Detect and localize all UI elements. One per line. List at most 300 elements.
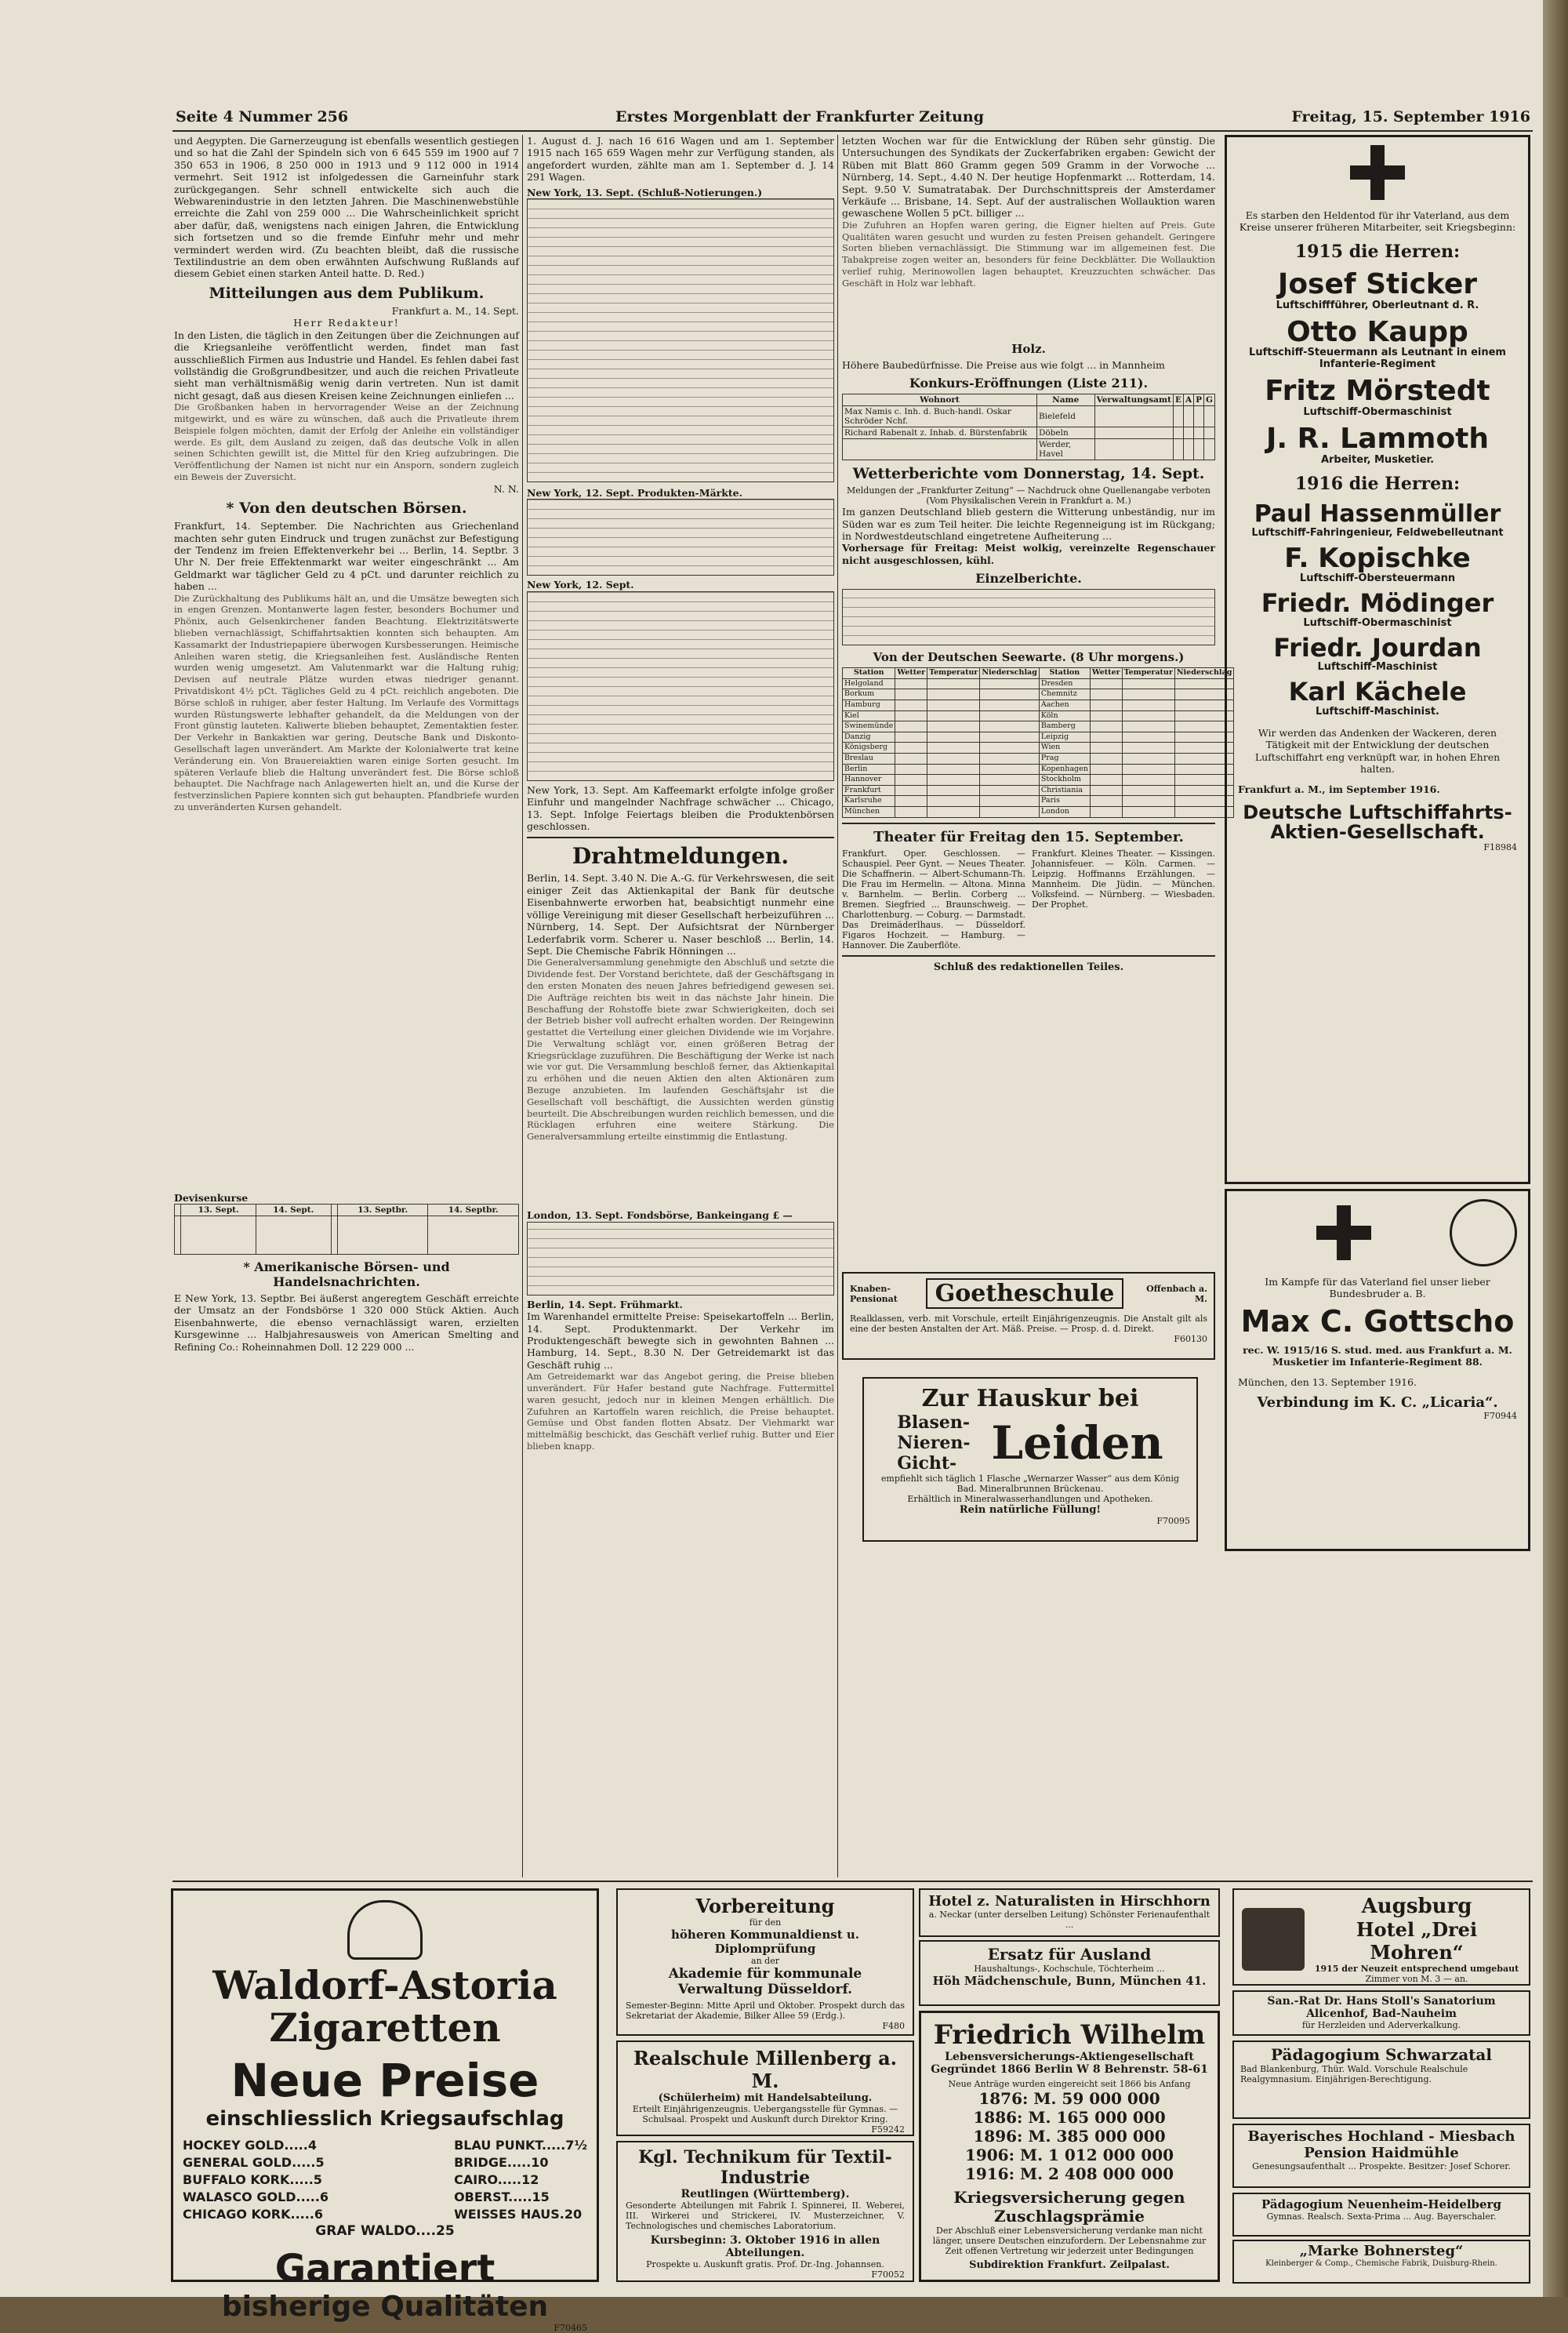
station-name: Borkum — [843, 689, 895, 700]
station-name: Prag — [1039, 754, 1090, 765]
fruehmarkt-report: Im Warenhandel ermittelte Preise: Speisekartoffeln ... Berlin, 14. Sept. Produktenmarkt. Der Verkehr im Produktengeschäft bewegte sich in gewohnten Bahnen ... Hamburg, 14. Sept., 8.30 N. Der Getreidemarkt ist das Geschäft ruhig ... — [527, 1310, 834, 1371]
london-title: London, 13. Sept. Fondsbörse, Bankeingang £ — — [527, 1209, 793, 1222]
wagon-report: 1. August d. J. nach 16 616 Wagen und am 1. September 1915 nach 165 659 Wagen mehr zur Verfügung standen, als angefordert wurden, zählte man am 1. September d. J. 14 291 Wagen. — [527, 135, 834, 184]
station-name: Berlin — [843, 764, 895, 775]
konkurs-name: Max Namis c. Inh. d. Buch-handl. Oskar Schröder Nchf. — [843, 406, 1037, 427]
station-value — [927, 700, 980, 711]
station-value — [980, 710, 1039, 721]
fallen-name: Otto Kaupp — [1287, 315, 1468, 348]
memorial-closing: Wir werden das Andenken der Wackeren, deren Tätigkeit mit der Entwicklung der deutschen Luftschiffahrt eng verknüpft war, in hohen Ehren halten. — [1254, 726, 1501, 776]
station-value — [1090, 754, 1122, 765]
iron-cross-icon — [1350, 145, 1405, 200]
markets-continued: Die Zufuhren an Hopfen waren gering, die Eigner hielten auf Preis. Gute Qualitäten waren gesucht und wurden zu festen Preisen gehandelt. Geringere Sorten blieben vernachlässigt. Die Stimmung war im allgemeinen fest. Die Tabakpreise zogen weiter an, besonders für feine Deckblätter. Die Wollauktion verlief ruhig, Merinowollen lagen behauptet, Kreuzzuchten schwächer. Das Geschäft in Holz war lebhaft. — [842, 219, 1215, 289]
devisen-date-4: 14. Septbr. — [428, 1204, 519, 1216]
technikum-code: F70052 — [871, 2269, 905, 2280]
ersatz-title: Ersatz für Ausland — [987, 1945, 1152, 1964]
table-row — [843, 764, 1234, 775]
station-value — [980, 807, 1039, 818]
waldorf-foot1: Garantiert — [274, 2247, 495, 2291]
waldorf-crest-icon — [347, 1900, 423, 1960]
table-row — [843, 796, 1234, 807]
konkurs-h1: Name — [1036, 394, 1094, 406]
section-title-public: Mitteilungen aus dem Publikum. — [209, 284, 485, 302]
devisen-date-2: 14. Sept. — [256, 1204, 331, 1216]
price-item: WALASCO GOLD.....6 — [183, 2189, 329, 2204]
price-item: OBERST.....15 — [454, 2189, 550, 2204]
station-name: Kopenhagen — [1039, 764, 1090, 775]
station-name: Hannover — [843, 775, 895, 786]
station-value — [1090, 807, 1122, 818]
hauskur-text: empfiehlt sich täglich 1 Flasche „Wernarzer Wasser“ aus dem König Bad. Mineralbrunnen Brückenau. — [880, 1474, 1180, 1494]
station-value — [1090, 721, 1122, 732]
schwarzatal-title: Pädagogium Schwarzatal — [1271, 2045, 1492, 2064]
section-title-american: * Amerikanische Börsen- und Handelsnachrichten. — [243, 1259, 450, 1289]
station-value — [1090, 775, 1122, 786]
konkurs-title: Konkurs-Eröffnungen (Liste 211). — [909, 376, 1149, 391]
konkurs-ort: Döbeln — [1036, 427, 1094, 439]
table-row — [843, 785, 1234, 796]
column-divider-2 — [837, 135, 838, 1877]
station-value — [980, 700, 1039, 711]
memorial-notice — [1225, 135, 1530, 1184]
fallen-name: Friedr. Mödinger — [1261, 588, 1494, 619]
theater-listing — [842, 849, 1215, 950]
schluss-rule — [842, 955, 1215, 957]
millenberg-code: F59242 — [871, 2124, 905, 2135]
naturalisten-title: Hotel z. Naturalisten in Hirschhorn — [928, 1893, 1210, 1910]
fw-text: Der Abschluß einer Lebensversicherung verdanke man nicht länger, unsere Deutschen einzufordern. Der Lebensnahme zur Zeit offenen Vertretung wir jederzeit unter Bedingungen — [932, 2226, 1207, 2256]
augsburg-city: Augsburg — [1361, 1895, 1472, 1918]
station-value — [927, 754, 980, 765]
goethe-right: Offenbach a. M. — [1146, 1283, 1207, 1304]
naturalisten-text: a. Neckar (unter derselben Leitung) Schönster Ferienaufenthalt ... — [928, 1910, 1210, 1930]
theater-title: Theater für Freitag den 15. September. — [873, 828, 1184, 845]
gottscho-details: rec. W. 1915/16 S. stud. med. aus Frankfurt a. M. Musketier im Infanterie-Regiment 88. — [1243, 1343, 1512, 1368]
fallen-role: Luftschiffführer, Oberleutnant d. R. — [1276, 299, 1479, 311]
seewarte-col-temp: Temperatur — [927, 668, 980, 679]
column-1 — [174, 135, 519, 1877]
station-value — [980, 785, 1039, 796]
station-value — [895, 721, 927, 732]
american-report: E New York, 13. Septbr. Bei äußerst angeregtem Geschäft erreichte der Umsatz an der Fondsbörse 1 320 000 Stück Aktien. Auch Eisenbahnwerte, die ebenso vernachlässigt waren, erzielten Kursgewinne ... Halbjahresausweis von American Smelting and Refining Co.: Roheinnahmen Doll. 12 229 000 ... — [174, 1292, 519, 1353]
fallen-name: J. R. Lammoth — [1265, 423, 1490, 456]
station-name: Dresden — [1039, 678, 1090, 689]
draht-report: Berlin, 14. Sept. 3.40 N. Die A.-G. für Verkehrswesen, die seit einiger Zeit das Aktienkapital der Bank für deutsche Eisenbahnwerte erworben hat, beabsichtigt nunmehr eine völlige Vereinigung mit dieser Gesellschaft herbeizuführen ... Nürnberg, 14. Sept. Der Aufsichtsrat der Nürnberger Lederfabrik vorm. Scherer u. Naser beschloß ... Berlin, 14. Sept. Die Chemische Fabrik Hönningen ... — [527, 872, 834, 957]
station-value — [1122, 721, 1174, 732]
neuenheim-ad — [1232, 2193, 1530, 2237]
fallen-role: Arbeiter, Musketier. — [1320, 454, 1435, 466]
wetter-forecast: Vorhersage für Freitag: Meist wolkig, vereinzelte Regenschauer nicht ausgeschlossen, kühl. — [842, 542, 1215, 566]
station-name: Hamburg — [843, 700, 895, 711]
haidmuehle-title: Bayerisches Hochland - Miesbach — [1247, 2128, 1515, 2145]
column-3 — [842, 135, 1232, 1272]
fw-kriegs: Kriegsversicherung gegen Zuschlagsprämie — [953, 2188, 1185, 2226]
ersatz-sub: Höh Mädchenschule, Bunn, München 41. — [932, 1974, 1207, 1988]
station-value — [980, 754, 1039, 765]
seewarte-col-nieder-2: Niederschlag — [1174, 668, 1233, 679]
station-value — [927, 689, 980, 700]
fallen-role: Luftschiff-Obersteuermann — [1299, 572, 1456, 585]
insurance-row: 1876: M. 59 000 000 — [978, 2089, 1160, 2108]
station-value — [895, 678, 927, 689]
price-item: BUFFALO KORK.....5 — [183, 2172, 322, 2187]
wetter-report: Im ganzen Deutschland blieb gestern die Witterung unbeständig, nur im Süden war es zum Teil heiter. Die leichte Regenneigung ist im Rückgang; in Nordwestdeutschland eingetretene Aufheiterung ... — [842, 506, 1215, 543]
wetter-org: (Vom Physikalischen Verein in Frankfurt a. M.) — [926, 496, 1131, 507]
ersatz-text: Haushaltungs-, Kochschule, Töchterheim ... — [974, 1964, 1165, 1974]
waldorf-astoria-ad — [171, 1888, 599, 2333]
fw-ins-label: Neue Anträge wurden eingereicht seit 1866 bis Anfang — [948, 2079, 1191, 2089]
station-name: Aachen — [1039, 700, 1090, 711]
station-name: Christiania — [1039, 785, 1090, 796]
masthead: Erstes Morgenblatt der Frankfurter Zeitung — [615, 108, 985, 125]
devisen-label: Devisenkurse — [174, 1191, 249, 1204]
table-row — [843, 743, 1234, 754]
station-value — [1090, 689, 1122, 700]
station-name: Bamberg — [1039, 721, 1090, 732]
theater-right: Frankfurt. Kleines Theater. — Kissingen. Johannisfeuer. — Köln. Carmen. — Leipzig. Hoffmanns Erzählungen. — Mannheim. Die Jüdin. — München. Volksfeind. — Nürnberg. — Wiesbaden. Der Prophet. — [1032, 848, 1215, 910]
produkten-title: New York, 12. Sept. Produkten-Märkte. — [527, 487, 742, 500]
station-value — [1090, 700, 1122, 711]
vorbereitung-code: F480 — [882, 2021, 905, 2031]
memorial-year-1916: 1916 die Herren: — [1294, 474, 1461, 494]
station-value — [927, 732, 980, 743]
station-value — [1122, 764, 1174, 775]
augsburg-price: Zimmer von M. 3 — an. — [1365, 1974, 1468, 1984]
gottscho-place: München, den 13. September 1916. — [1238, 1375, 1417, 1388]
insurance-row: 1886: M. 165 000 000 — [973, 2108, 1166, 2127]
editorial-end: Schluß des redaktionellen Teiles. — [933, 961, 1124, 973]
station-value — [895, 700, 927, 711]
binding-edge — [1543, 0, 1568, 2297]
station-name: Köln — [1039, 710, 1090, 721]
memorial-notice-gottscho — [1225, 1189, 1530, 1551]
coffee-report: New York, 13. Sept. Am Kaffeemarkt erfolgte infolge großer Einfuhr und mangelnder Nachfrage schwächer ... Chicago, 13. Sept. Infolge Feiertags bleiben die Produktenbörsen geschlossen. — [527, 783, 834, 833]
table-row — [843, 700, 1234, 711]
fallen-name: Paul Hassenmüller — [1254, 500, 1501, 528]
vorbereitung-l3: an der — [751, 1956, 779, 1966]
page-number: Seite 4 Nummer 256 — [176, 108, 349, 125]
table-row — [843, 732, 1234, 743]
waldorf-brand: Waldorf-Astoria Zigaretten — [212, 1962, 557, 2051]
station-value — [980, 796, 1039, 807]
station-value — [980, 743, 1039, 754]
augsburg-ad — [1232, 1888, 1530, 1986]
station-value — [980, 764, 1039, 775]
station-name: Königsberg — [843, 743, 895, 754]
technikum-text: Gesonderte Abteilungen mit Fabrik I. Spinnerei, II. Weberei, III. Wirkerei und Strickerei, IV. Musterzeichner, V. Technologisches und chemisches Laboratorium. — [626, 2200, 905, 2231]
konkurs-h6: G — [1204, 394, 1215, 406]
insurance-row: 1896: M. 385 000 000 — [973, 2127, 1166, 2146]
nauheim-ad — [1232, 1990, 1530, 2036]
station-value — [1122, 785, 1174, 796]
neuenheim-text: Gymnas. Realsch. Sexta-Prima ... Aug. Bayerschaler. — [1266, 2211, 1497, 2222]
konkurs-ort: Werder, Havel — [1036, 439, 1094, 460]
waldorf-price-list — [183, 2137, 587, 2223]
station-value — [1122, 700, 1174, 711]
station-value — [1122, 796, 1174, 807]
hauskur-title: Zur Hauskur bei — [921, 1385, 1139, 1412]
price-item: HOCKEY GOLD.....4 — [183, 2138, 317, 2153]
konkurs-h2: Verwaltungsamt — [1094, 394, 1173, 406]
hauskur-sub: Erhältlich in Mineralwasserhandlungen und Apotheken. — [907, 1494, 1153, 1504]
station-value — [980, 775, 1039, 786]
station-value — [895, 775, 927, 786]
waldorf-foot2: bisherige Qualitäten — [221, 2291, 549, 2323]
station-value — [927, 796, 980, 807]
goetheschule-ad — [842, 1272, 1215, 1360]
devisen-col-blank-2 — [331, 1204, 337, 1216]
insurance-row: 1906: M. 1 012 000 000 — [964, 2146, 1174, 2164]
memorial-year-1915: 1915 die Herren: — [1294, 241, 1461, 262]
technikum-title: Kgl. Technikum für Textil-Industrie — [638, 2147, 892, 2188]
augsburg-hotel: Hotel „Drei Mohren“ — [1356, 1918, 1478, 1964]
waldorf-left-prices — [183, 2137, 328, 2223]
fallen-role: Luftschiff-Obermaschinist — [1303, 406, 1452, 419]
gottscho-intro: Im Kampfe für das Vaterland fiel unser lieber Bundesbruder a. B. — [1265, 1276, 1490, 1300]
technikum-ad — [616, 2141, 914, 2282]
nauheim-text: für Herzleiden und Aderverkalkung. — [1301, 2020, 1461, 2030]
draht-rule — [527, 837, 834, 838]
seewarte-col-wetter: Wetter — [895, 668, 927, 679]
table-row — [843, 710, 1234, 721]
konkurs-ort: Bielefeld — [1036, 406, 1094, 427]
seewarte-col-temp-2: Temperatur — [1122, 668, 1174, 679]
hauskur-code: F70095 — [1156, 1516, 1190, 1526]
boersen-continued: Die Zurückhaltung des Publikums hält an, und die Umsätze bewegten sich in engen Grenzen. Montanwerte lagen fester, besonders Bochumer und Phönix, auch Gelsenkirchener fanden Beachtung. Elektrizitätswerte blieben vernachlässigt, Schiffahrtsaktien konnten sich behaupten. Am Kassamarkt der Industriepapiere überwogen Kursbesserungen. Heimische Anleihen waren stetig, die Kriegsanleihen fest. Ausländische Renten wurden wenig umgesetzt. Am Valutenmarkt war die Haltung ruhig; Devisen auf neutrale Plätze wurden etwas niedriger genannt. Privatdiskont 4½ pCt. Tägliches Geld zu 4 pCt. reichlich angeboten. Die Börse schloß in ruhiger, aber fester Haltung. Im Verlaufe des Vormittags wurden Rüstungswerte lebhafter gehandelt, da die Meldungen von der Front günstig lauteten. Kaliwerte blieben behauptet, Zementaktien fester. Der Verkehr in Bankaktien war gering, Deutsche Bank und Diskonto-Gesellschaft lagen unverändert. Am Markte der Kolonialwerte trat keine Veränderung ein. Von Brauereiaktien waren einige Sorten gesucht. Im späteren Verlaufe blieb die Haltung unverändert fest. Die Börse schloß behauptet. Die Nachfrage nach Anlagewerten hielt an, und die Kurse der festverzinslichen Papiere konnten sich gut behaupten. Pfandbriefe wurden zu unveränderten Kursen gehandelt. — [174, 592, 519, 812]
fraternity-monogram-icon — [1450, 1199, 1517, 1266]
station-name: Danzig — [843, 732, 895, 743]
seewarte-table — [842, 667, 1234, 817]
station-value — [980, 678, 1039, 689]
vorbereitung-title: Vorbereitung — [695, 1895, 835, 1917]
produkten-table — [527, 499, 834, 576]
devisen-date-3: 13. Septbr. — [337, 1204, 428, 1216]
filler-text: Die Großbanken haben in hervorragender Weise an der Zeichnung mitgewirkt, und es wäre zu wünschen, daß auch die Privatleute ihrem Beispiele folgen möchten, damit der Erfolg der Anleihe ein vollständiger werde. Es gilt, dem Ausland zu zeigen, daß das deutsche Volk in allen seinen Schichten gewillt ist, die Mittel für den Krieg aufzubringen. Die Veröffentlichung der Namen ist nicht nur ein Ansporn, sondern zugleich ein Beweis der Zuversicht. — [174, 402, 519, 482]
station-value — [1122, 754, 1174, 765]
fw-title: Friedrich Wilhelm — [933, 2019, 1206, 2051]
goethe-code: F60130 — [1174, 1334, 1207, 1344]
fallen-name: Karl Kächele — [1288, 677, 1467, 707]
fallen-role: Luftschiff-Steuermann als Leutnant in einem Infanterie-Regiment — [1249, 347, 1506, 371]
station-value — [980, 721, 1039, 732]
section-title-draht: Drahtmeldungen. — [572, 843, 789, 870]
wetter-subtitle: Meldungen der „Frankfurter Zeitung“ — Nachdruck ohne Quellenangabe verboten — [847, 485, 1210, 496]
station-value — [1090, 785, 1122, 796]
letter-salutation: Herr Redakteur! — [293, 317, 400, 329]
gottscho-name: Max C. Gottscho — [1240, 1303, 1515, 1339]
seewarte-col-station-2: Station — [1039, 668, 1090, 679]
station-value — [927, 721, 980, 732]
price-item: WEISSES HAUS.20 — [454, 2207, 583, 2222]
devisen-col-blank — [175, 1204, 181, 1216]
ny-closing-title: New York, 13. Sept. (Schluß-Notierungen.) — [527, 186, 763, 198]
fallen-role: Luftschiff-Fahringenieur, Feldwebelleutnant — [1251, 526, 1504, 539]
memorial-place: Frankfurt a. M., im September 1916. — [1238, 783, 1440, 795]
fallen-role: Luftschiff-Maschinist. — [1316, 705, 1439, 718]
schwarzatal-ad — [1232, 2040, 1530, 2119]
table-row — [843, 406, 1215, 427]
station-name: London — [1039, 807, 1090, 818]
seewarte-col-wetter-2: Wetter — [1090, 668, 1122, 679]
bohnersteg-foot: Kleinberger & Comp., Chemische Fabrik, Duisburg-Rhein. — [1265, 2259, 1497, 2268]
station-name: Kiel — [843, 710, 895, 721]
gottscho-association: Verbindung im K. C. „Licaria“. — [1257, 1394, 1498, 1411]
ny-closing-table — [527, 198, 834, 482]
table-row — [843, 721, 1234, 732]
station-value — [1122, 689, 1174, 700]
technikum-place: Reutlingen (Württemberg). — [681, 2188, 850, 2200]
station-value — [895, 785, 927, 796]
price-item: BRIDGE.....10 — [454, 2155, 549, 2170]
header-rule — [172, 130, 1533, 132]
station-value — [927, 764, 980, 775]
millenberg-sub: (Schülerheim) mit Handelsabteilung. — [658, 2092, 873, 2104]
station-value — [895, 710, 927, 721]
table-row — [843, 427, 1215, 439]
fallen-name: Fritz Mörstedt — [1265, 375, 1490, 408]
insurance-row: 1916: M. 2 408 000 000 — [964, 2164, 1174, 2183]
neuenheim-title: Pädagogium Neuenheim-Heidelberg — [1261, 2197, 1501, 2211]
price-item: CAIRO.....12 — [454, 2172, 539, 2187]
memorial-code: F18984 — [1483, 842, 1517, 853]
seewarte-rows — [843, 678, 1234, 817]
goethe-title: Goetheschule — [926, 1278, 1124, 1309]
technikum-kurs: Kursbeginn: 3. Oktober 1916 in allen Abteilungen. — [650, 2234, 880, 2259]
theater-rule — [842, 823, 1215, 824]
haidmuehle-sub: Pension Haidmühle — [1304, 2145, 1459, 2161]
station-value — [895, 689, 927, 700]
markets-report: letzten Wochen war für die Entwicklung der Rüben sehr günstig. Die Untersuchungen des Syndikats der Zuckerfabriken ergaben: Gewicht der Rüben mit Blatt 860 Gramm gegen 509 Gramm in der Vorwoche ... Nürnberg, 14. Sept., 4.40 N. Der heutige Hopfenmarkt ... Rotterdam, 14. Sept. 9.50 V. Sumatratabak. Der Durchschnittspreis der Amsterdamer Verkäufe ... Brisbane, 14. Sept. Auf der australischen Wollauktion waren gewaschene Wollen 5 pCt. billiger ... — [842, 135, 1215, 220]
waldorf-headline: Neue Preise — [230, 2054, 539, 2107]
fw-insurance-rows — [929, 2089, 1210, 2183]
goethe-text: Realklassen, verb. mit Vorschule, erteilt Einjährigenzeugnis. Die Anstalt gilt als eine der besten Anstalten der Art. Mäß. Preise. — Prosp. d. d. Direkt. — [850, 1314, 1207, 1334]
ny2-table — [527, 591, 834, 781]
station-name: Chemnitz — [1039, 689, 1090, 700]
millenberg-ad — [616, 2040, 914, 2136]
station-value — [895, 732, 927, 743]
column-divider-1 — [522, 135, 523, 1877]
iron-cross-icon — [1316, 1205, 1371, 1260]
vorbereitung-ad — [616, 1888, 914, 2036]
moors-emblem-icon — [1242, 1908, 1305, 1971]
station-value — [1122, 678, 1174, 689]
konkurs-h0: Wohnort — [843, 394, 1037, 406]
millenberg-text: Erteilt Einjährigenzeugnis. Uebergangsstelle für Gymnas. — Schulsaal. Prospekt und Auskunft durch Direktor Kring. — [632, 2104, 898, 2124]
station-value — [1090, 796, 1122, 807]
konkurs-h5: P — [1194, 394, 1204, 406]
vorbereitung-l4: Akademie für kommunale Verwaltung Düsseldorf. — [668, 1966, 862, 1997]
station-value — [1122, 807, 1174, 818]
bohnersteg-ad — [1232, 2240, 1530, 2284]
hauskur-foot: Rein natürliche Füllung! — [959, 1504, 1102, 1516]
holz-title: Holz. — [1011, 341, 1046, 356]
waldorf-last: GRAF WALDO....25 — [315, 2223, 455, 2239]
einzel-title: Einzelberichte. — [975, 571, 1082, 587]
waldorf-right-prices — [454, 2137, 587, 2223]
station-name: Leipzig — [1039, 732, 1090, 743]
issue-date: Freitag, 15. September 1916 — [1291, 108, 1530, 125]
fw-sub: Lebensversicherungs-Aktiengesellschaft — [945, 2051, 1194, 2063]
einzel-table — [842, 589, 1215, 645]
column-2 — [527, 135, 834, 1877]
fallen-role: Luftschiff-Maschinist — [1317, 661, 1438, 674]
waldorf-sub: einschliesslich Kriegsaufschlag — [205, 2107, 564, 2131]
price-item: CHICAGO KORK.....6 — [183, 2207, 324, 2222]
station-value — [927, 775, 980, 786]
technikum-foot: Prospekte u. Auskunft gratis. Prof. Dr.-Ing. Johannsen. — [646, 2259, 884, 2269]
station-name: Swinemünde — [843, 721, 895, 732]
memorial-company: Deutsche Luftschiffahrts-Aktien-Gesellschaft. — [1243, 801, 1512, 844]
station-value — [895, 743, 927, 754]
price-item: GENERAL GOLD.....5 — [183, 2155, 325, 2170]
schwarzatal-text: Bad Blankenburg, Thür. Wald. Vorschule Realschule Realgymnasium. Einjährigen-Berechtigung. — [1240, 2064, 1468, 2084]
station-value — [1122, 743, 1174, 754]
draht-continued: Die Generalversammlung genehmigte den Abschluß und setzte die Dividende fest. Der Vorstand berichtete, daß der Geschäftsgang in den ersten Monaten des neuen Jahres befriedigend gewesen sei. Die Aufträge reichten bis weit in das nächste Jahr hinein. Die Beschaffung der Rohstoffe biete zwar Schwierigkeiten, doch sei der Betrieb bisher voll aufrecht erhalten worden. Der Reingewinn gestattet die Verteilung einer gleichen Dividende wie im Vorjahre. Die Verwaltung schlägt vor, einen größeren Betrag der Kriegsrücklage zuzuführen. Die Beschäftigung der Werke ist nach wie vor gut. Die Versammlung beschloß ferner, das Aktienkapital zu erhöhen und die neuen Aktien den alten Aktionären zum Bezuge anzubieten. Im laufenden Geschäftsjahr ist die Gesellschaft voll beschäftigt, die Aussichten werden günstig beurteilt. Die Abschreibungen wurden reichlich bemessen, und die Rücklagen erfuhren eine weitere Stärkung. Die Generalversammlung erteilte einstimmig die Entlastung. — [527, 957, 834, 1143]
konkurs-name: Richard Rabenalt z. Inhab. d. Bürstenfabrik — [843, 427, 1037, 439]
hauskur-left: Blasen- Nieren- Gicht- — [897, 1412, 971, 1474]
station-value — [895, 754, 927, 765]
station-name: Frankfurt — [843, 785, 895, 796]
station-value — [927, 785, 980, 796]
station-value — [895, 796, 927, 807]
seewarte-col-station: Station — [843, 668, 895, 679]
letter-body: In den Listen, die täglich in den Zeitungen über die Zeichnungen auf die Kriegsanleihe veröffentlicht werden, findet man fast ausschließlich Firmen aus Industrie und Handel. Es fehlen dabei fast vollständig die Großgrundbesitzer, und auch die reichen Privatleute sieht man verhältnismäßig wenig darin vertreten. Nun ist damit nicht gesagt, daß aus diesen Kreisen keine Zeichnungen einliefen ... — [174, 329, 519, 402]
station-value — [1090, 743, 1122, 754]
station-value — [980, 732, 1039, 743]
station-name: Paris — [1039, 796, 1090, 807]
station-value — [1090, 764, 1122, 775]
fw-founded: Gegründet 1866 Berlin W 8 Behrenstr. 58-61 — [931, 2063, 1208, 2076]
letter-signature: N. N. — [493, 482, 519, 495]
hauskur-big: Leiden — [991, 1416, 1163, 1470]
fallen-name: Josef Sticker — [1277, 267, 1478, 300]
station-name: München — [843, 807, 895, 818]
theater-left: Frankfurt. Oper. Geschlossen. — Schauspiel. Peer Gynt. — Neues Theater. Die Schaffnerin. — Albert-Schumann-Th. Die Frau im Hermelin. — Altona. Minna v. Barnhelm. — Berlin. Corberg ... Bremen. Siegfried ... Braunschweig. — Charlottenburg. — Coburg. — Darmstadt. Das Dreimäderlhaus. — Düsseldorf. Figaros Hochzeit. — Hamburg. — Hannover. Die Zauberflöte. — [842, 848, 1025, 950]
haidmuehle-ad — [1232, 2124, 1530, 2188]
holz-report: Höhere Baubedürfnisse. Die Preise aus wie folgt ... in Mannheim — [842, 358, 1165, 371]
vorbereitung-l1: für den — [749, 1917, 782, 1928]
station-name: Karlsruhe — [843, 796, 895, 807]
haidmuehle-text: Genesungsaufenthalt ... Prospekte. Besitzer: Josef Schorer. — [1252, 2161, 1511, 2171]
gottscho-code: F70944 — [1483, 1410, 1517, 1421]
letter-dateline: Frankfurt a. M., 14. Sept. — [391, 304, 519, 317]
fallen-name: F. Kopischke — [1284, 542, 1471, 574]
fruehmarkt-title: Berlin, 14. Sept. Frühmarkt. — [527, 1298, 683, 1310]
table-row — [843, 775, 1234, 786]
table-row — [843, 439, 1215, 460]
table-row — [843, 678, 1234, 689]
station-value — [1090, 710, 1122, 721]
bohnersteg-title: „Marke Bohnersteg“ — [1299, 2243, 1464, 2259]
augsburg-text: 1915 der Neuzeit entsprechend umgebaut — [1314, 1964, 1519, 1974]
hauskur-ad — [862, 1377, 1198, 1542]
station-name: Stockholm — [1039, 775, 1090, 786]
station-value — [927, 743, 980, 754]
konkurs-table — [842, 394, 1215, 460]
station-value — [1090, 678, 1122, 689]
konkurs-h3: E — [1173, 394, 1183, 406]
ersatz-ad — [919, 1940, 1220, 2006]
memorial-intro: Es starben den Heldentod für ihr Vaterland, aus dem Kreise unserer früheren Mitarbeiter, seit Kriegsbeginn: — [1239, 209, 1516, 234]
nauheim-title: San.-Rat Dr. Hans Stoll's Sanatorium Alicenhof, Bad-Nauheim — [1267, 1995, 1496, 2020]
table-row — [843, 807, 1234, 818]
price-item: BLAU PUNKT.....7½ — [454, 2138, 587, 2153]
station-value — [927, 807, 980, 818]
vorbereitung-l2: höheren Kommunaldienst u. Diplomprüfung — [671, 1928, 859, 1956]
fw-foot: Subdirektion Frankfurt. Zeilpalast. — [969, 2259, 1170, 2271]
devisen-date-1: 13. Sept. — [181, 1204, 256, 1216]
ads-rule — [172, 1881, 1533, 1882]
